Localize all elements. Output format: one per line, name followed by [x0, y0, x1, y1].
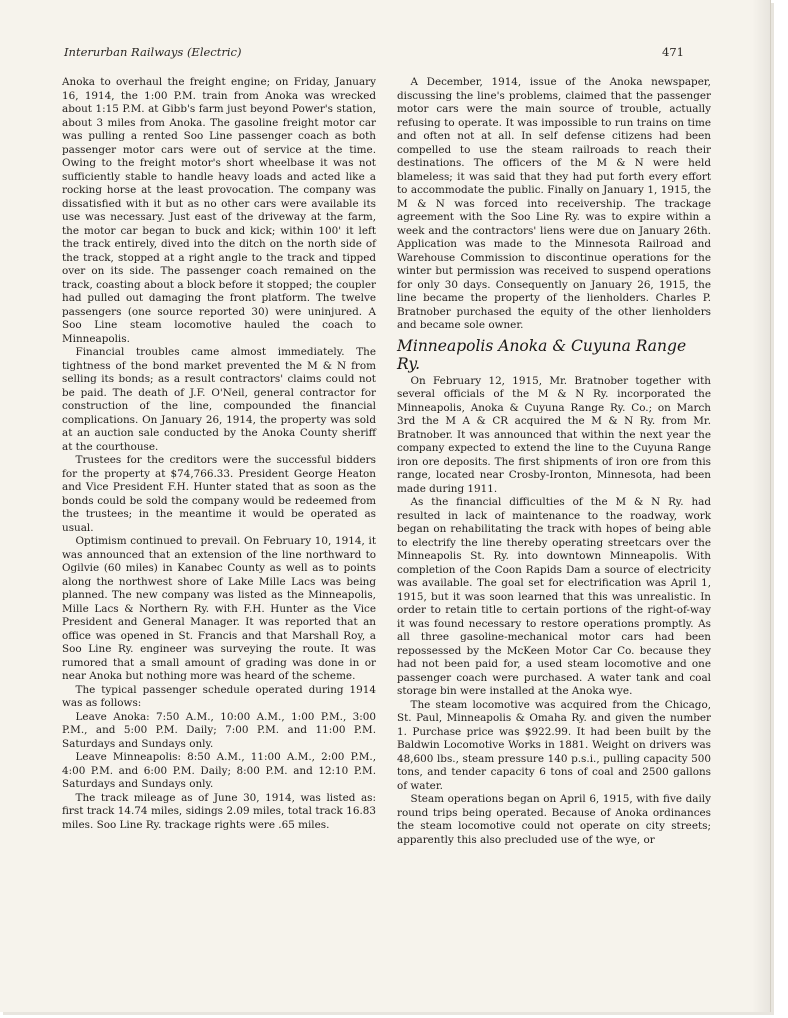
paragraph: A December, 1914, issue of the Anoka newspaper, discussing the line's problems, claimed that the passenger motor cars were the main source of trouble, actually refusing to operate. It was impossible to run trains on time and often not at all. In self defense citizens had been compelled to use the steam railroads to reach their destinations. The officers of the M & N were held blameless; it was said that they had put forth every effort to accommodate the public. Finally on January 1, 1915, the M & N was forced into receivership. The trackage agreement with the Soo Line Ry. was to expire within a week and the contractors' liens were due on January 26th. Application was made to the Minnesota Railroad and Warehouse Commission to discontinue operations for the winter but permission was received to suspend operations for only 30 days. Consequently on January 26, 1915, the line became the property of the lienholders. Charles P. Bratnober purchased the equity of the other lienholders and became sole owner.	[397, 76, 711, 331]
schedule-anoka: Leave Anoka: 7:50 A.M., 10:00 A.M., 1:00 P.M., 3:00 P.M., and 5:00 P.M. Daily; 7:00 P.M. and 11:00 P.M. Saturdays and Sundays only.	[62, 710, 376, 750]
paragraph: As the financial difficulties of the M & N Ry. had resulted in lack of maintenance to the roadway, work began on rehabilitating the track with hopes of being able to electrify the line thereby operating streetcars over the Minneapolis St. Ry. into downtown Minneapolis. With completion of the Coon Rapids Dam a source of electricity was available. The goal set for electrification was April 1, 1915, but it was soon learned that this was unrealistic. In order to retain title to certain portions of the right-of-way it was found necessary to restore operations promptly. As all three gasoline-mechanical motor cars had been repossessed by the McKeen Motor Car Co. because they had not been paid for, a used steam locomotive and one passenger coach were purchased. A water tank and coal storage bin were installed at the Anoka wye.	[397, 496, 711, 697]
paragraph: Steam operations began on April 6, 1915, with five daily round trips being operated. Because of Anoka ordinances the steam locomotive could not operate on city streets; apparently this also precluded use of the wye, or	[397, 793, 711, 846]
paragraph: On February 12, 1915, Mr. Bratnober together with several officials of the M & N Ry. incorporated the Minneapolis, Anoka & Cuyuna Range Ry. Co.; on March 3rd the M A & CR acquired the M & N Ry. from Mr. Bratnober. It was announced that within the next year the company expected to extend the line to the Cuyuna Range iron ore deposits. The first shipments of iron ore from this range, located near Crosby-Ironton, Minnesota, had been made during 1911.	[397, 374, 711, 495]
right-column	[397, 76, 711, 847]
paragraph: The typical passenger schedule operated during 1914 was as follows:	[62, 683, 376, 709]
running-head: Interurban Railways (Electric)	[64, 45, 242, 59]
paragraph: The steam locomotive was acquired from the Chicago, St. Paul, Minneapolis & Omaha Ry. and given the number 1. Purchase price was $922.99. It had been built by the Baldwin Locomotive Works in 1881. Weight on drivers was 48,600 lbs., steam pressure 140 p.s.i., pulling capacity 500 tons, and tender capacity 6 tons of coal and 2500 gallons of water.	[397, 698, 711, 792]
paragraph: The track mileage as of June 30, 1914, was listed as: first track 14.74 miles, sidings 2.09 miles, total track 16.83 miles. Soo Line Ry. trackage rights were .65 miles.	[62, 791, 376, 831]
paragraph: Anoka to overhaul the freight engine; on Friday, January 16, 1914, the 1:00 P.M. train from Anoka was wrecked about 1:15 P.M. at Gibb's farm just beyond Power's station, about 3 miles from Anoka. The gasoline freight motor car was pulling a rented Soo Line passenger coach as both passenger motor cars were out of service at the time. Owing to the freight motor's short wheelbase it was not sufficiently stable to handle heavy loads and acted like a rocking horse at the least provocation. The company was dissatisfied with it but as no other cars were available its use was necessary. Just east of the driveway at the farm, the motor car began to buck and kick; within 100' it left the track entirely, dived into the ditch on the north side of the track, stopped at a right angle to the track and tipped over on its side. The passenger coach remained on the track, coasting about a block before it stopped; the coupler had pulled out damaging the front platform. The twelve passengers (one source reported 30) were uninjured. A Soo Line steam locomotive hauled the coach to Minneapolis.	[62, 76, 376, 345]
schedule-minneapolis: Leave Minneapolis: 8:50 A.M., 11:00 A.M., 2:00 P.M., 4:00 P.M. and 6:00 P.M. Daily; 8:00 P.M. and 12:10 P.M. Saturdays and Sundays only.	[62, 751, 376, 790]
page-number: 471	[662, 45, 684, 59]
paragraph: Financial troubles came almost immediately. The tightness of the bond market prevented the M & N from selling its bonds; as a result contractors' claims could not be paid. The death of J.F. O'Neil, general contractor for construction of the line, compounded the financial complications. On January 26, 1914, the property was sold at an auction sale conducted by the Anoka County sheriff at the courthouse.	[62, 346, 376, 453]
left-column	[62, 76, 376, 832]
section-heading: Minneapolis Anoka & Cuyuna Range Ry.	[397, 336, 687, 373]
paragraph: Optimism continued to prevail. On February 10, 1914, it was announced that an extension of the line northward to Ogilvie (60 miles) in Kanabec County as well as to points along the northwest shore of Lake Mille Lacs was being planned. The new company was listed as the Minneapolis, Mille Lacs & Northern Ry. with F.H. Hunter as the Vice President and General Manager. It was reported that an office was opened in St. Francis and that Marshall Roy, a Soo Line Ry. engineer was surveying the route. It was rumored that a small amount of grading was done in or near Anoka but nothing more was heard of the scheme.	[62, 535, 376, 682]
paragraph: Trustees for the creditors were the successful bidders for the property at $74,766.33. President George Heaton and Vice President F.H. Hunter stated that as soon as the bonds could be sold the company would be redeemed from the trustees; in the meantime it would be operated as usual.	[62, 454, 376, 534]
